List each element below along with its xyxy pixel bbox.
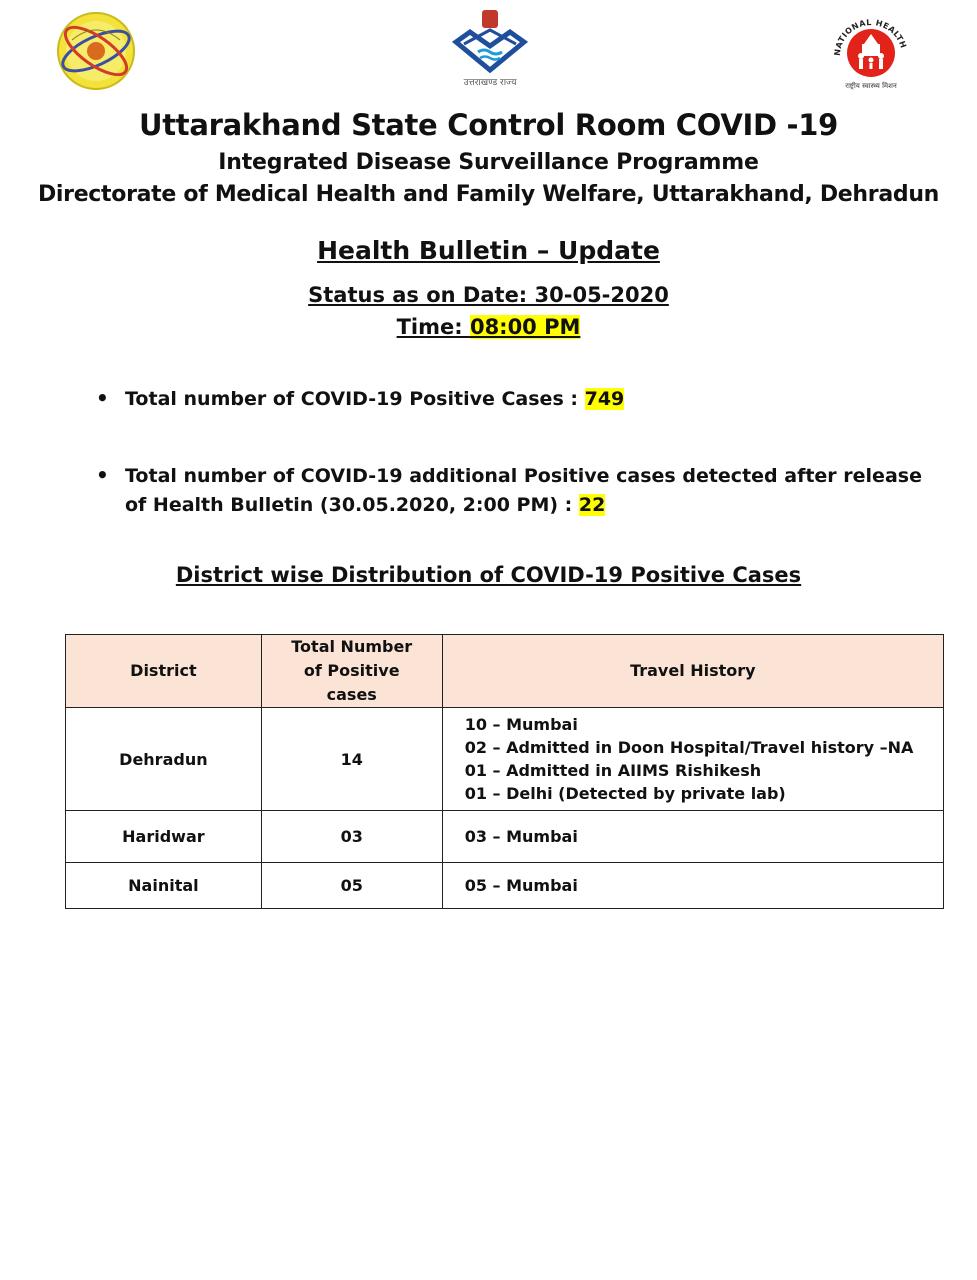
status-date: Status as on Date: 30-05-2020 [308,283,669,307]
state-emblem-caption: उत्तराखण्ड राज्य [463,78,517,88]
table-title: District wise Distribution of COVID-19 Positive Cases [175,563,802,587]
bullet-dot: • [96,463,109,487]
history-line: 01 – Delhi (Detected by private lab) [464,784,786,803]
nhm-caption: राष्ट्रीय स्वास्थ्य मिशन [845,82,897,90]
header-total-text: Total Number of Positive cases [291,637,413,704]
header-district: District [66,635,262,708]
table-row [66,811,944,863]
bulletin-time [0,315,977,339]
page-title: Uttarakhand State Control Room COVID -19 [138,108,839,142]
total-cases-label: Total number of COVID-19 Positive Cases : [125,388,585,410]
travel-history-cell [442,863,943,909]
header-travel-history: Travel History [442,635,943,708]
table-row [66,863,944,909]
total-cases-value: 749 [584,388,625,410]
history-line: 05 – Mumbai [464,876,578,895]
table-row [66,708,944,811]
total-cell: 05 [261,863,442,909]
bullet-dot: • [96,386,109,410]
header-total [261,635,442,708]
travel-history-cell [442,811,943,863]
district-cell: Haridwar [66,811,262,863]
history-line: 02 – Admitted in Doon Hospital/Travel history –NA [464,738,914,757]
table-header-row [66,635,944,708]
time-value: 08:00 PM [469,315,581,339]
additional-cases-value: 22 [578,494,606,516]
nhm-ring-text: NATIONAL HEALTH [832,17,908,57]
idsp-logo [52,10,140,92]
time-label: Time: [396,315,470,339]
history-line: 10 – Mumbai [464,715,578,734]
national-health-mission-logo [826,10,916,92]
district-cell: Nainital [66,863,262,909]
additional-cases-line [125,462,945,520]
total-cell: 03 [261,811,442,863]
history-line: 03 – Mumbai [464,827,578,846]
district-table [65,634,944,909]
bulletin-heading: Health Bulletin – Update [317,236,660,265]
uttarakhand-state-emblem [450,8,530,90]
directorate-subtitle: Directorate of Medical Health and Family Welfare, Uttarakhand, Dehradun [37,182,940,207]
programme-subtitle: Integrated Disease Surveillance Programme [218,150,759,175]
total-cases-line [125,385,624,414]
district-cell: Dehradun [66,708,262,811]
total-cell: 14 [261,708,442,811]
additional-cases-label: Total number of COVID-19 additional Positive cases detected after release of Health Bulletin (30.05.2020, 2:00 PM) : [125,465,922,516]
travel-history-cell [442,708,943,811]
history-line: 01 – Admitted in AIIMS Rishikesh [464,761,762,780]
